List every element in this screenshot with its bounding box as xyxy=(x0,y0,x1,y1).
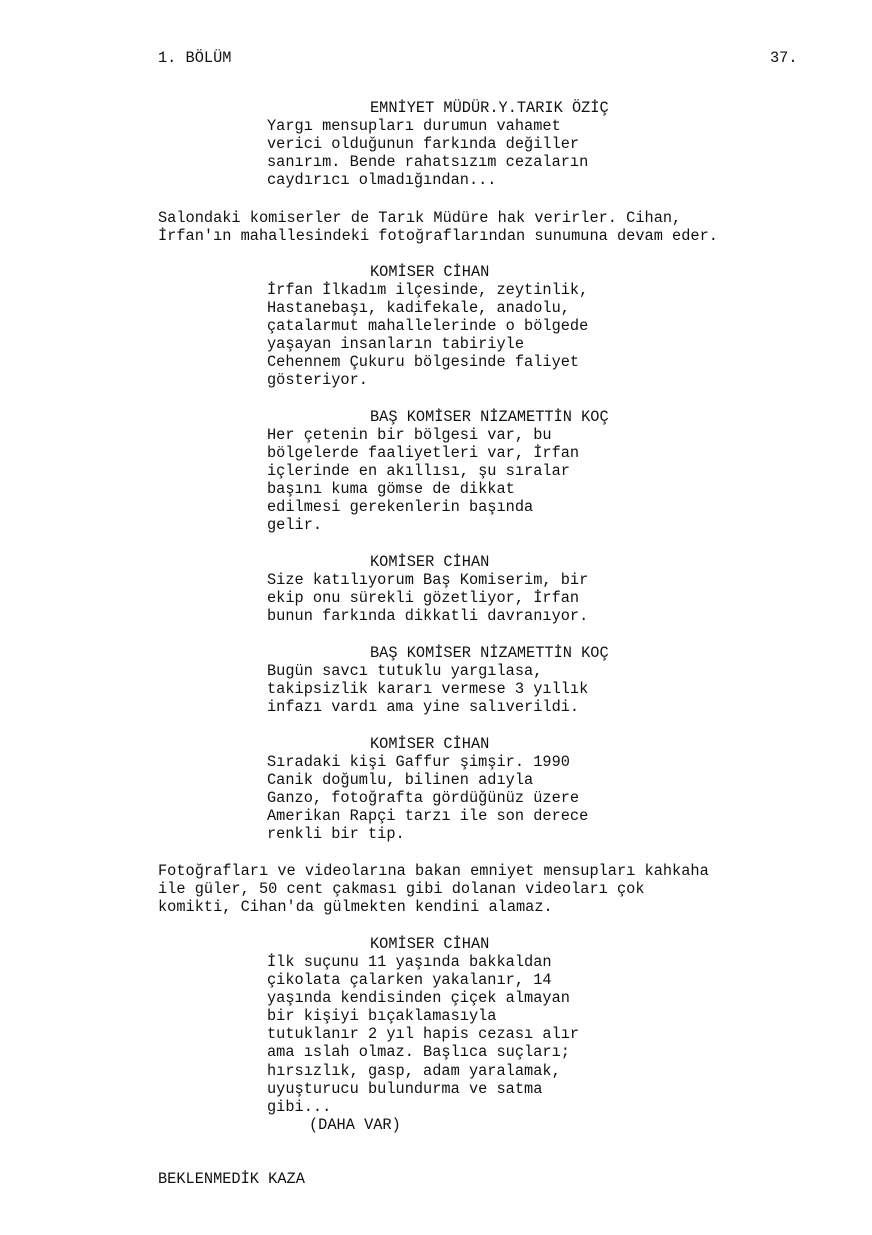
action-block xyxy=(158,209,818,245)
dialogue-line: infazı vardı ama yine salıverildi. xyxy=(267,698,580,717)
dialogue-line: çatalarmut mahallelerinde o bölgede xyxy=(267,317,589,336)
page-number: 37. xyxy=(770,49,798,67)
dialogue-line: Ganzo, fotoğrafta gördüğünüz üzere xyxy=(267,789,580,808)
action-line: Fotoğrafları ve videolarına bakan emniyet mensupları kahkaha xyxy=(158,862,709,880)
dialogue-line: ama ıslah olmaz. Başlıca suçları; xyxy=(267,1043,570,1062)
dialogue-line: sanırım. Bende rahatsızım cezaların xyxy=(267,153,589,172)
dialogue-line: bir kişiyi bıçaklamasıyla xyxy=(267,1007,497,1026)
dialogue-line: Canik doğumlu, bilinen adıyla xyxy=(267,771,534,790)
dialogue-text xyxy=(267,662,647,716)
dialogue-line: Her çetenin bir bölgesi var, bu xyxy=(267,426,552,444)
action-block xyxy=(158,862,818,916)
dialogue-line: Cehennem Çukuru bölgesinde faliyet xyxy=(267,353,580,372)
scene-heading: BEKLENMEDİK KAZA xyxy=(158,1170,305,1188)
dialogue-line: ekip onu sürekli gözetliyor, İrfan xyxy=(267,589,580,608)
character-name: BAŞ KOMİSER NİZAMETTİN KOÇ xyxy=(370,408,609,426)
dialogue-line: verici olduğunun farkında değiller xyxy=(267,135,580,154)
dialogue-line: edilmesi gerekenlerin başında xyxy=(267,498,534,517)
continued-marker: (DAHA VAR) xyxy=(309,1116,401,1134)
action-line: komikti, Cihan'da gülmekten kendini alamaz. xyxy=(158,898,553,917)
dialogue-line: Amerikan Rapçi tarzı ile son derece xyxy=(267,807,589,826)
action-line: İrfan'ın mahallesindeki fotoğraflarından sunumuna devam eder. xyxy=(158,227,718,246)
dialogue-line: Bugün savcı tutuklu yargılasa, xyxy=(267,662,543,680)
dialogue-text xyxy=(267,281,647,390)
dialogue-line: uyuşturucu bulundurma ve satma xyxy=(267,1079,543,1098)
character-name: KOMİSER CİHAN xyxy=(370,263,490,281)
dialogue-line: başını kuma gömse de dikkat xyxy=(267,480,515,499)
dialogue-line: İlk suçunu 11 yaşında bakkaldan xyxy=(267,953,552,971)
dialogue-line: yaşında kendisinden çiçek almayan xyxy=(267,989,570,1008)
section-header: 1. BÖLÜM xyxy=(158,49,232,67)
dialogue-line: bunun farkında dikkatli davranıyor. xyxy=(267,607,589,626)
dialogue-line: bölgelerde faaliyetleri var, İrfan xyxy=(267,444,580,463)
dialogue-line: Yargı mensupları durumun vahamet xyxy=(267,117,561,135)
character-name: KOMİSER CİHAN xyxy=(370,735,490,753)
dialogue-line: yaşayan insanların tabiriyle xyxy=(267,335,525,354)
dialogue-line: tutuklanır 2 yıl hapis cezası alır xyxy=(267,1025,580,1044)
dialogue-text xyxy=(267,571,647,625)
dialogue-line: takipsizlik kararı vermese 3 yıllık xyxy=(267,680,589,699)
character-name: KOMİSER CİHAN xyxy=(370,935,490,953)
dialogue-line: hırsızlık, gasp, adam yaralamak, xyxy=(267,1061,561,1080)
dialogue-line: gösteriyor. xyxy=(267,371,368,390)
dialogue-line: gibi... xyxy=(267,1097,332,1116)
action-line: ile güler, 50 cent çakması gibi dolanan videoları çok xyxy=(158,880,645,899)
dialogue-text xyxy=(267,426,647,535)
dialogue-line: caydırıcı olmadığından... xyxy=(267,171,497,190)
dialogue-text xyxy=(267,753,647,843)
character-name: KOMİSER CİHAN xyxy=(370,553,490,571)
dialogue-line: gelir. xyxy=(267,516,323,535)
dialogue-line: Size katılıyorum Baş Komiserim, bir xyxy=(267,571,589,589)
dialogue-text xyxy=(267,953,647,1116)
character-name: EMNİYET MÜDÜR.Y.TARIK ÖZİÇ xyxy=(370,99,609,117)
dialogue-line: içlerinde en akıllısı, şu sıralar xyxy=(267,462,570,481)
dialogue-text xyxy=(267,117,647,189)
character-name: BAŞ KOMİSER NİZAMETTİN KOÇ xyxy=(370,644,609,662)
dialogue-line: çikolata çalarken yakalanır, 14 xyxy=(267,971,552,990)
dialogue-line: İrfan İlkadım ilçesinde, zeytinlik, xyxy=(267,281,589,299)
dialogue-line: renkli bir tip. xyxy=(267,825,405,844)
dialogue-line: Hastanebaşı, kadifekale, anadolu, xyxy=(267,299,570,318)
dialogue-line: Sıradaki kişi Gaffur şimşir. 1990 xyxy=(267,753,570,771)
action-line: Salondaki komiserler de Tarık Müdüre hak verirler. Cihan, xyxy=(158,209,682,227)
